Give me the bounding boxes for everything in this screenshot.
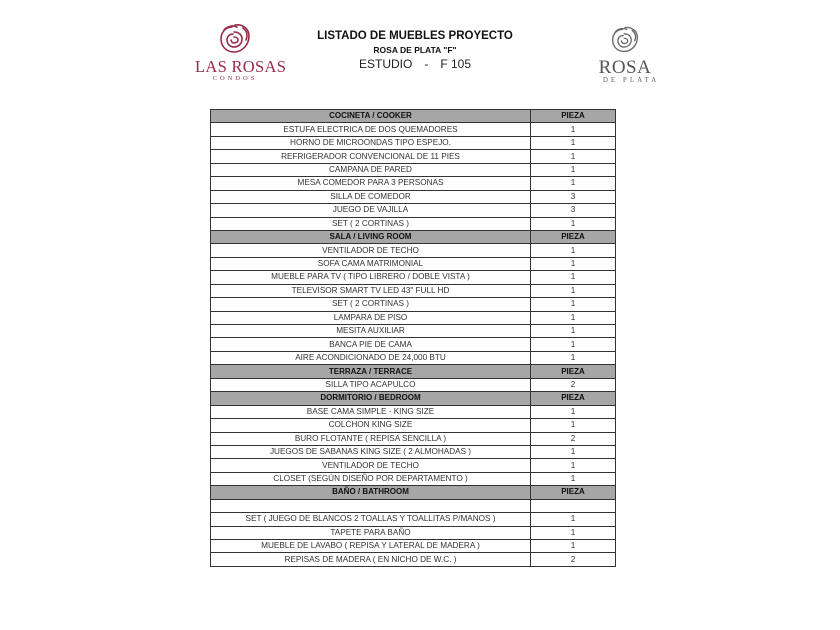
table-row	[211, 271, 616, 284]
item-quantity: 1	[531, 257, 616, 270]
table-row	[211, 190, 616, 203]
item-quantity: 1	[531, 419, 616, 432]
rosa-de-plata-logo-sub: DE PLATA	[602, 76, 660, 84]
las-rosas-logo-name: LAS ROSAS	[195, 57, 287, 76]
table-row	[211, 150, 616, 163]
unit-type: ESTUDIO	[358, 57, 413, 71]
item-quantity: 1	[531, 513, 616, 526]
table-row	[211, 338, 616, 351]
table-row	[211, 284, 616, 297]
item-name: SILLA TIPO ACAPULCO	[211, 378, 531, 391]
section-title: BAÑO / BATHROOM	[211, 486, 531, 499]
table-row	[211, 217, 616, 230]
item-quantity: 1	[531, 445, 616, 458]
rosa-de-plata-logo-name: ROSA	[598, 57, 652, 78]
item-name	[211, 499, 531, 512]
section-header-row	[211, 110, 616, 123]
unit-number: F 105	[440, 57, 472, 71]
table-row	[211, 378, 616, 391]
section-header-row	[211, 392, 616, 405]
section-header-row	[211, 230, 616, 243]
qty-column-header: PIEZA	[531, 230, 616, 243]
table-row	[211, 405, 616, 418]
item-quantity: 1	[531, 177, 616, 190]
project-name: ROSA DE PLATA "F"	[373, 45, 457, 55]
item-name: CLOSET (SEGÚN DISEÑO POR DEPARTAMENTO )	[211, 472, 531, 485]
item-quantity: 1	[531, 163, 616, 176]
item-quantity: 1	[531, 472, 616, 485]
table-row	[211, 244, 616, 257]
item-name: SOFA CAMA MATRIMONIAL	[211, 257, 531, 270]
item-quantity: 1	[531, 123, 616, 136]
item-quantity: 1	[531, 271, 616, 284]
item-name: BURO FLOTANTE ( REPISA SENCILLA )	[211, 432, 531, 445]
table-row	[211, 432, 616, 445]
qty-column-header: PIEZA	[531, 365, 616, 378]
table-row	[211, 204, 616, 217]
section-header-row	[211, 486, 616, 499]
item-name: BASE CAMA SIMPLE - KING SIZE	[211, 405, 531, 418]
item-quantity: 1	[531, 244, 616, 257]
table-row	[211, 163, 616, 176]
item-name: MESITA AUXILIAR	[211, 325, 531, 338]
table-row	[211, 419, 616, 432]
item-name: REPISAS DE MADERA ( EN NICHO DE W.C. )	[211, 553, 531, 566]
table-row	[211, 553, 616, 566]
item-name: HORNO DE MICROONDAS TIPO ESPEJO.	[211, 136, 531, 149]
qty-column-header: PIEZA	[531, 110, 616, 123]
item-name: BANCA PIE DE CAMA	[211, 338, 531, 351]
table-row	[211, 459, 616, 472]
item-quantity: 1	[531, 217, 616, 230]
table-row	[211, 325, 616, 338]
item-name: COLCHON KING SIZE	[211, 419, 531, 432]
item-quantity: 1	[531, 405, 616, 418]
rose-icon	[215, 22, 255, 56]
item-name: CAMPANA DE PARED	[211, 163, 531, 176]
item-name: VENTILADOR DE TECHO	[211, 244, 531, 257]
item-name: SET ( JUEGO DE BLANCOS 2 TOALLAS Y TOALLITAS P/MANOS )	[211, 513, 531, 526]
item-name: SET ( 2 CORTINAS )	[211, 217, 531, 230]
item-name: SILLA DE COMEDOR	[211, 190, 531, 203]
item-name: AIRE ACONDICIONADO DE 24,000 BTU	[211, 351, 531, 364]
item-name: MUEBLE PARA TV ( TIPO LIBRERO / DOBLE VISTA )	[211, 271, 531, 284]
item-name: SET ( 2 CORTINAS )	[211, 298, 531, 311]
table-row	[211, 351, 616, 364]
section-header-row	[211, 365, 616, 378]
item-quantity: 1	[531, 526, 616, 539]
item-quantity: 1	[531, 459, 616, 472]
item-name: TAPETE PARA BAÑO	[211, 526, 531, 539]
unit-separator: -	[424, 57, 429, 71]
table-row	[211, 298, 616, 311]
item-quantity: 1	[531, 284, 616, 297]
table-row	[211, 513, 616, 526]
item-quantity: 2	[531, 432, 616, 445]
item-quantity: 2	[531, 378, 616, 391]
furniture-table	[210, 109, 616, 567]
document-title: LISTADO DE MUEBLES PROYECTO	[317, 30, 513, 42]
item-quantity: 1	[531, 298, 616, 311]
las-rosas-logo	[195, 22, 287, 83]
item-quantity: 1	[531, 351, 616, 364]
item-name: MESA COMEDOR PARA 3 PERSONAS	[211, 177, 531, 190]
item-name: JUEGOS DE SABANAS KING SIZE ( 2 ALMOHADAS )	[211, 445, 531, 458]
qty-column-header: PIEZA	[531, 486, 616, 499]
rose-icon	[607, 25, 643, 55]
section-title: TERRAZA / TERRACE	[211, 365, 531, 378]
unit-line	[290, 57, 540, 71]
item-quantity: 1	[531, 540, 616, 553]
table-row	[211, 472, 616, 485]
item-name: MUEBLE DE LAVABO ( REPISA Y LATERAL DE MADERA )	[211, 540, 531, 553]
table-row	[211, 540, 616, 553]
item-name: ESTUFA ELECTRICA DE DOS QUEMADORES	[211, 123, 531, 136]
qty-column-header: PIEZA	[531, 392, 616, 405]
item-quantity: 3	[531, 204, 616, 217]
table-row	[211, 136, 616, 149]
item-name: LAMPARA DE PISO	[211, 311, 531, 324]
section-title: DORMITORIO / BEDROOM	[211, 392, 531, 405]
document-header	[290, 29, 540, 71]
item-quantity: 1	[531, 311, 616, 324]
item-quantity: 1	[531, 150, 616, 163]
section-title: SALA / LIVING ROOM	[211, 230, 531, 243]
item-name: REFRIGERADOR CONVENCIONAL DE 11 PIES	[211, 150, 531, 163]
item-quantity	[531, 499, 616, 512]
furniture-table-body	[211, 110, 616, 567]
item-quantity: 1	[531, 338, 616, 351]
item-name: JUEGO DE VAJILLA	[211, 204, 531, 217]
item-quantity: 3	[531, 190, 616, 203]
item-name: TELEVISOR SMART TV LED 43" FULL HD	[211, 284, 531, 297]
table-row	[211, 311, 616, 324]
item-quantity: 1	[531, 325, 616, 338]
section-title: COCINETA / COOKER	[211, 110, 531, 123]
table-row	[211, 526, 616, 539]
table-row	[211, 123, 616, 136]
item-quantity: 2	[531, 553, 616, 566]
table-row	[211, 499, 616, 512]
table-row	[211, 257, 616, 270]
item-quantity: 1	[531, 136, 616, 149]
table-row	[211, 177, 616, 190]
las-rosas-logo-sub: CONDOS	[212, 75, 258, 82]
rosa-de-plata-logo	[585, 25, 665, 85]
table-row	[211, 445, 616, 458]
item-name: VENTILADOR DE TECHO	[211, 459, 531, 472]
